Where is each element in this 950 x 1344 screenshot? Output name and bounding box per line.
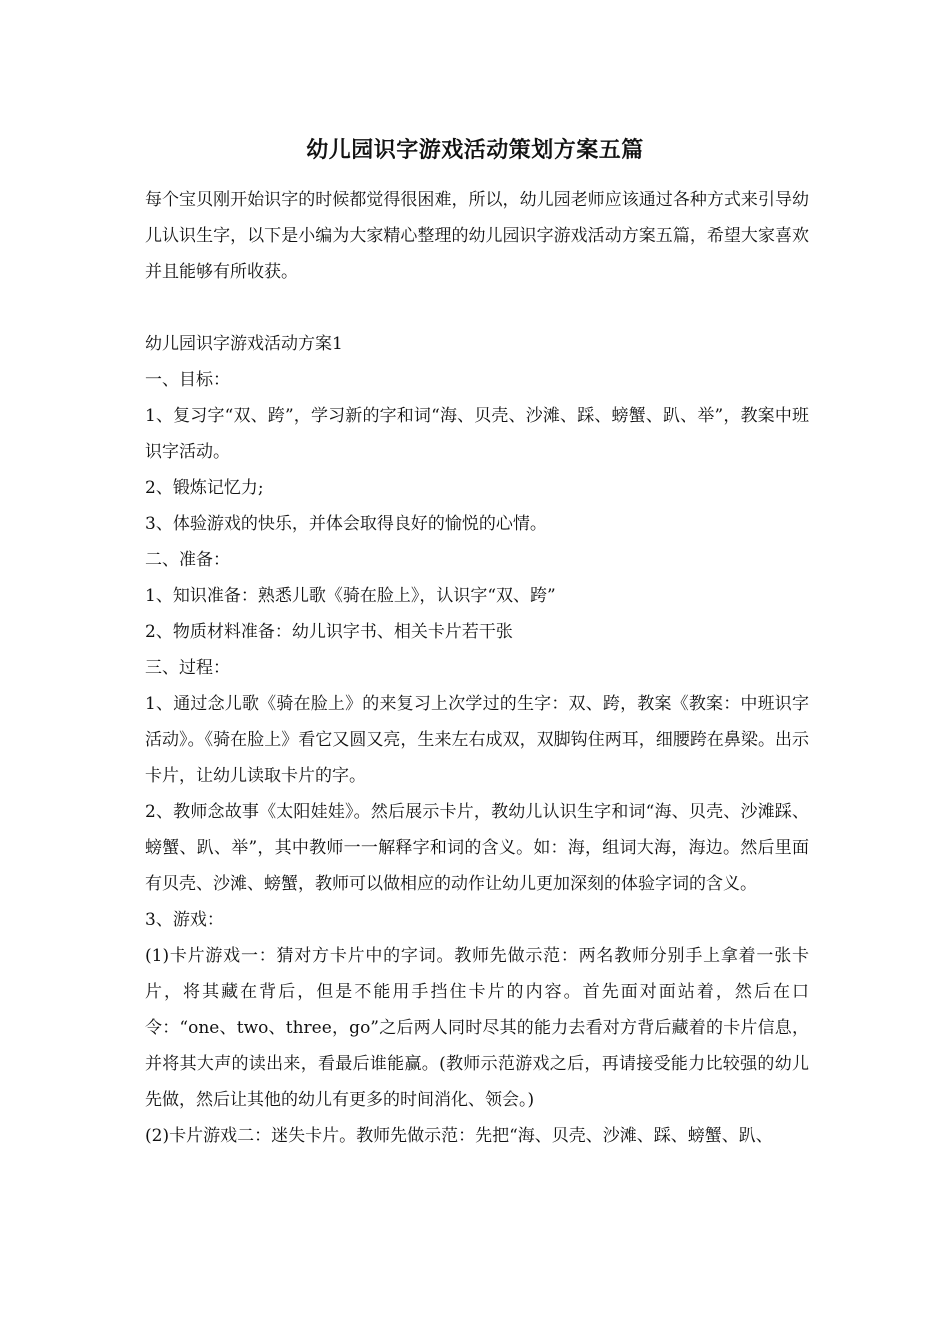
paragraph-spacer — [145, 290, 809, 326]
intro-paragraph: 每个宝贝刚开始识字的时候都觉得很困难，所以，幼儿园老师应该通过各种方式来引导幼儿认识生字，以下是小编为大家精心整理的幼儿园识字游戏活动方案五篇，希望大家喜欢并且能够有所收获。 — [145, 190, 809, 282]
goal-item-3: 3、体验游戏的快乐，并体会取得良好的愉悦的心情。 — [145, 514, 547, 534]
game-item-1: (1)卡片游戏一：猜对方卡片中的字词。教师先做示范：两名教师分别手上拿着一张卡片，将其藏在背后，但是不能用手挡住卡片的内容。首先面对面站着，然后在口令：“one、two、three，go”之后两人同时尽其的能力去看对方背后藏着的卡片信息，并将其大声的读出来，看最后谁能赢。(教师示范游戏之后，再请接受能力比较强的幼儿先做，然后让其他的幼儿有更多的时间消化、领会。) — [145, 946, 809, 1110]
goal-item-2: 2、锻炼记忆力; — [145, 478, 264, 498]
document-title: 幼儿园识字游戏活动策划方案五篇 — [306, 137, 644, 163]
process-item-3: 3、游戏： — [145, 910, 224, 930]
heading-goals: 一、目标： — [145, 370, 230, 390]
preparation-item-1: 1、知识准备：熟悉儿歌《骑在脸上》，认识字“双、跨” — [145, 586, 556, 606]
process-item-2: 2、教师念故事《太阳娃娃》。然后展示卡片，教幼儿认识生字和词“海、贝壳、沙滩踩、螃蟹、趴、举”，其中教师一一解释字和词的含义。如：海，组词大海，海边。然后里面有贝壳、沙滩、螃蟹，教师可以做相应的动作让幼儿更加深刻的体验字词的含义。 — [145, 802, 809, 894]
heading-preparation: 二、准备： — [145, 550, 230, 570]
process-item-1: 1、通过念儿歌《骑在脸上》的来复习上次学过的生字：双、跨，教案《教案：中班识字活动》。《骑在脸上》看它又圆又亮，生来左右成双，双脚钩住两耳，细腰跨在鼻梁。出示卡片，让幼儿读取卡片的字。 — [145, 694, 809, 786]
heading-process: 三、过程： — [145, 658, 230, 678]
section-heading: 幼儿园识字游戏活动方案1 — [145, 334, 343, 354]
game-item-2: (2)卡片游戏二：迷失卡片。教师先做示范：先把“海、贝壳、沙滩、踩、螃蟹、趴、 — [145, 1126, 773, 1146]
goal-item-1: 1、复习字“双、跨”，学习新的字和词“海、贝壳、沙滩、踩、螃蟹、趴、举”，教案中班识字活动。 — [145, 406, 809, 462]
document-body — [145, 182, 809, 1154]
preparation-item-2: 2、物质材料准备：幼儿识字书、相关卡片若干张 — [145, 622, 513, 642]
